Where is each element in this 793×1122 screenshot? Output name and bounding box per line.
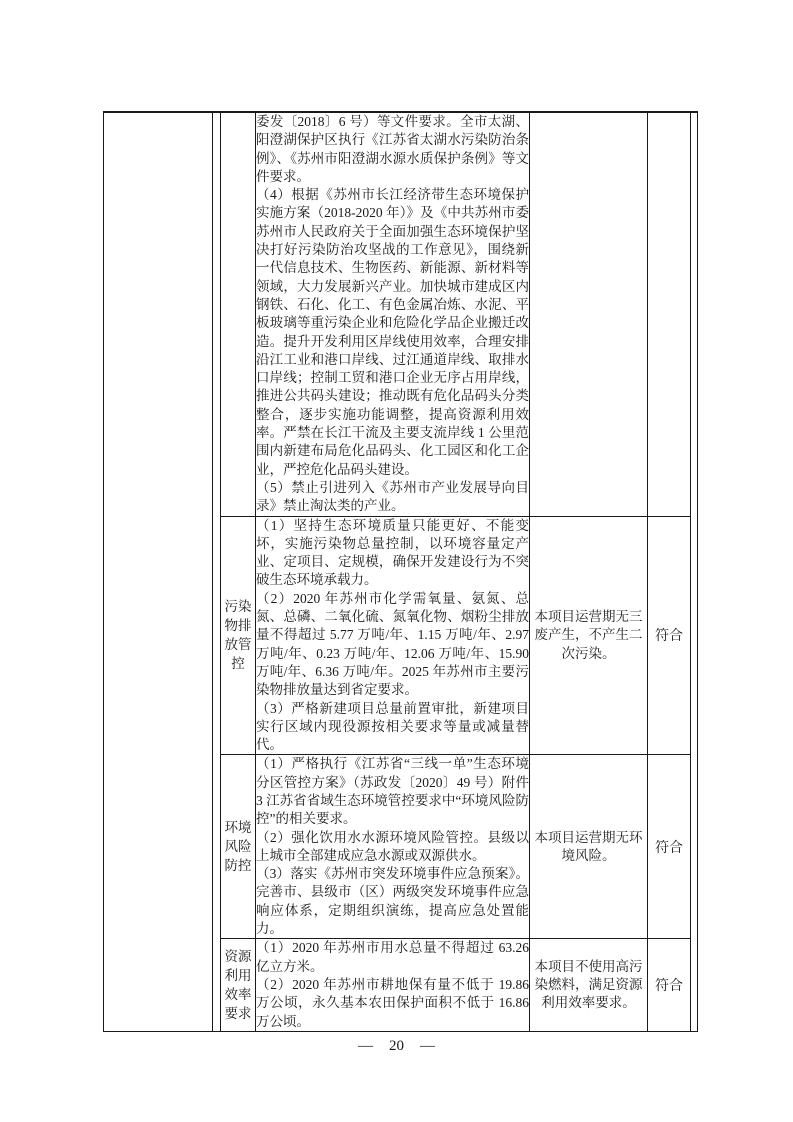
page-footer xyxy=(0,1038,793,1055)
compliance-cell: 符合 xyxy=(648,755,691,939)
footer-dash-left: — xyxy=(358,1038,373,1054)
requirement-cell xyxy=(256,939,530,1031)
page-number: 20 xyxy=(389,1038,404,1054)
conclusion-cell: 本项目运营期无环境风险。 xyxy=(530,755,648,939)
category-cell: 污染物排放管控 xyxy=(221,516,256,755)
compliance-cell: 符合 xyxy=(648,939,691,1031)
requirement-paragraph: （2）2020 年苏州市化学需氧量、氨氮、总氮、总磷、二氧化硫、氮氧化物、烟粉尘排放量不得超过 5.77 万吨/年、1.15 万吨/年、2.97 万吨/年、0.23 万吨/年、12.06 万吨/年、15.90 万吨/年、6.36 万吨/年。2025 年苏州市主要污染物排放量达到省定要求。 xyxy=(256,590,529,698)
right-spacer-cell xyxy=(691,112,698,1031)
requirement-paragraph: 委发〔2018〕6 号）等文件要求。全市太湖、阳澄湖保护区执行《江苏省太湖水污染防治条例》、《苏州市阳澄湖水源水质保护条例》等文件要求。 xyxy=(256,114,529,184)
conclusion-cell: 本项目不使用高污染燃料，满足资源利用效率要求。 xyxy=(530,939,648,1031)
requirement-cell xyxy=(256,516,530,755)
requirement-paragraph: （3）落实《苏州市突发环境事件应急预案》。完善市、县级市（区）两级突发环境事件应急响应体系，定期组织演练，提高应急处置能力。 xyxy=(256,866,529,937)
conclusion-cell: 本项目运营期无三废产生，不产生二次污染。 xyxy=(530,516,648,755)
conclusion-cell xyxy=(530,112,648,516)
requirement-paragraph: （2）强化饮用水水源环境风险管控。县级以上城市全部建成应急水源或双源供水。 xyxy=(256,829,529,863)
category-cell: 环境风险防控 xyxy=(221,755,256,939)
requirement-cell xyxy=(256,112,530,516)
requirement-paragraph: （1）严格执行《江苏省“三线一单”生态环境分区管控方案》（苏政发〔2020〕49 号）附件 3 江苏省省域生态环境管控要求中“环境风险防控”的相关要求。 xyxy=(256,756,529,827)
table-row xyxy=(104,112,698,516)
left-category-cell xyxy=(104,112,213,1031)
requirement-paragraph: （1）坚持生态环境质量只能更好、不能变坏，实施污染物总量控制，以环境容量定产业、定项目、定规模，确保开发建设行为不突破生态环境承载力。 xyxy=(256,517,529,588)
requirement-cell xyxy=(256,755,530,939)
requirement-paragraph: （2）2020 年苏州市耕地保有量不低于 19.86 万公顷，永久基本农田保护面积不低于 16.86 万公顷。 xyxy=(256,976,529,1029)
requirement-paragraph: （5）禁止引进列入《苏州市产业发展导向目录》禁止淘汰类的产业。 xyxy=(256,479,529,514)
requirement-paragraph: （4）根据《苏州市长江经济带生态环境保护实施方案（2018-2020 年）》及《中共苏州市委苏州市人民政府关于全面加强生态环境保护坚决打好污染防治攻坚战的工作意见》，围绕新一代信息技术、生物医药、新能源、新材料等领域，大力发展新兴产业。加快城市建成区内钢铁、石化、化工、有色金属冶炼、水泥、平板玻璃等重污染企业和危险化学品企业搬迁改造。提升开发利用区岸线使用效率，合理安排沿江工业和港口岸线、过江通道岸线、取排水口岸线；控制工贸和港口企业无序占用岸线，推进公共码头建设；推动既有危化品码头分类整合，逐步实施功能调整，提高资源利用效率。严禁在长江干流及主要支流岸线 1 公里范围内新建布局危化品码头、化工园区和化工企业，严控危化品码头建设。 xyxy=(256,187,529,477)
category-cell xyxy=(221,112,256,516)
category-cell: 资源利用效率要求 xyxy=(221,939,256,1031)
footer-dash-right: — xyxy=(420,1038,435,1054)
compliance-table xyxy=(103,111,698,1032)
left-spacer-cell xyxy=(213,112,221,1031)
compliance-cell xyxy=(648,112,691,516)
requirement-paragraph: （1）2020 年苏州市用水总量不得超过 63.26 亿立方米。 xyxy=(256,940,529,974)
compliance-cell: 符合 xyxy=(648,516,691,755)
requirement-paragraph: （3）严格新建项目总量前置审批，新建项目实行区域内现役源按相关要求等量或减量替代。 xyxy=(256,700,529,753)
